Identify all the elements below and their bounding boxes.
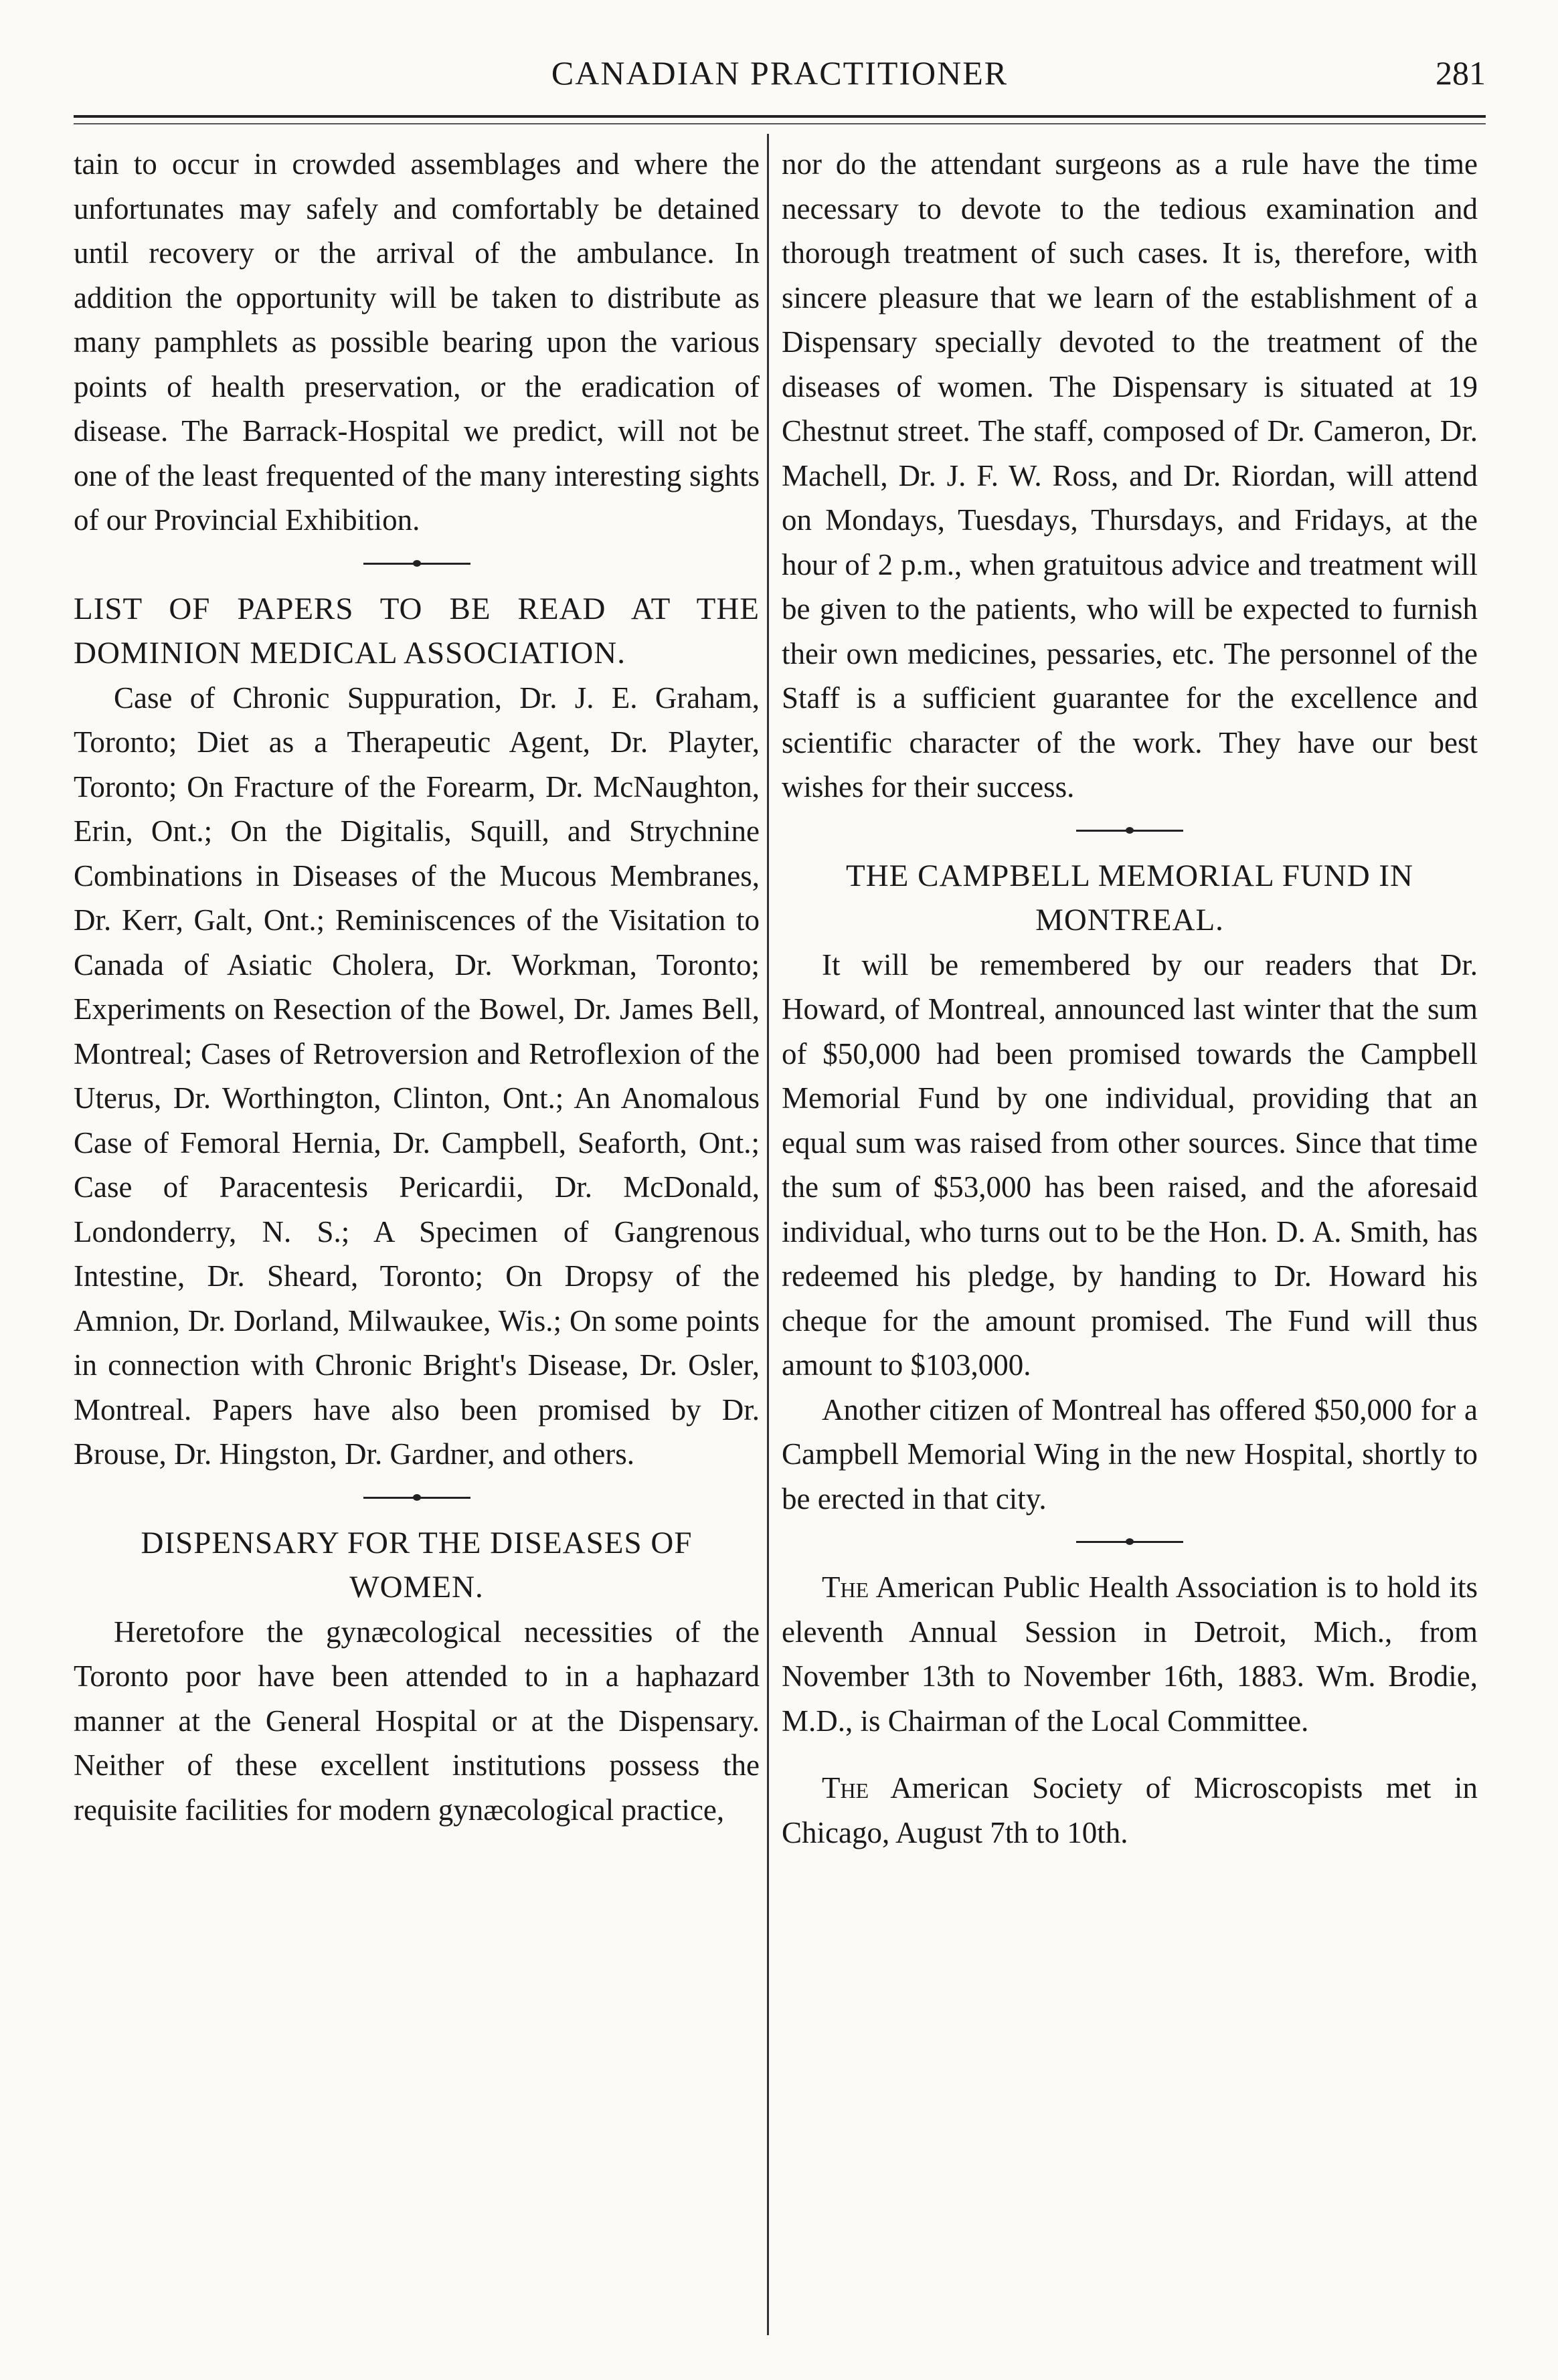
section-separator xyxy=(74,543,760,587)
running-head xyxy=(74,54,1486,114)
column-divider xyxy=(767,134,769,2335)
papers-list-paragraph: Case of Chronic Suppuration, Dr. J. E. Graham, Toronto; Diet as a Therapeutic Agent, Dr. Playter, Toronto; On Fracture of the Forearm, Dr. McNaughton, Erin, Ont.; On the Digitalis, Squill, and Strychnine Combinations in Diseases of the Mucous Membranes, Dr. Kerr, Galt, Ont.; Reminiscences of the Visitation to Canada of Asiatic Cholera, Dr. Workman, Toronto; Experiments on Resection of the Bowel, Dr. James Bell, Montreal; Cases of Retroversion and Retroflexion of the Uterus, Dr. Worthington, Clinton, Ont.; An Anomalous Case of Femoral Hernia, Dr. Campbell, Seaforth, Ont.; Case of Paracentesis Pericardii, Dr. McDonald, Londonderry, N. S.; A Specimen of Gangrenous Intestine, Dr. Sheard, Toronto; On Dropsy of the Amnion, Dr. Dorland, Milwaukee, Wis.; On some points in connection with Chronic Bright's Disease, Dr. Osler, Montreal. Papers have also been promised by Dr. Brouse, Dr. Hingston, Dr. Gardner, and others. xyxy=(74,680,760,1471)
heading-campbell-fund: THE CAMPBELL MEMORIAL FUND IN MONTREAL. xyxy=(845,858,1413,937)
microscopists-text: American Society of Microscopists met in Chicago, August 7th to 10th. xyxy=(782,1771,1478,1849)
right-column xyxy=(782,142,1478,1855)
dispensary-continuation: nor do the attendant surgeons as a rule have the time necessary to devote to the tedious examination and thorough treatment of such cases. It is, therefore, with sincere pleasure that we learn of the establishment of a Dispensary specially devoted to the treatment of the diseases of women. The Dispensary is situated at 19 Chestnut street. The staff, composed of Dr. Cameron, Dr. Machell, Dr. J. F. W. Ross, and Dr. Riordan, will attend on Mondays, Tuesdays, Thursdays, and Fridays, at the hour of 2 p.m., when gratuitous advice and treatment will be given to the patients, who will be expected to furnish their own medicines, pessaries, etc. The personnel of the Staff is a sufficient guarantee for the excellence and scientific character of the work. They have our best wishes for their success. xyxy=(782,147,1478,804)
left-column xyxy=(74,142,760,1832)
campbell-fund-paragraph: It will be remembered by our readers that Dr. Howard, of Montreal, announced last winter that the sum of $50,000 had been promised towards the Campbell Memorial Fund by one individual, providing that an equal sum was raised from other sources. Since that time the sum of $53,000 has been raised, and the aforesaid individual, who turns out to be the Hon. D. A. Smith, has redeemed his pledge, by handing to Dr. Howard his cheque for the amount promised. The Fund will thus amount to $103,000. xyxy=(782,947,1478,1382)
header-rule xyxy=(74,115,1486,118)
public-health-text: American Public Health Association is to hold its eleventh Annual Session in Detroit, Mich., from November 13th to November 16th, 1883. Wm. Brodie, M.D., is Chairman of the Local Committee. xyxy=(782,1570,1478,1738)
paragraph-gap xyxy=(782,1743,1478,1766)
section-separator xyxy=(74,1477,760,1521)
section-separator xyxy=(782,1521,1478,1565)
public-health-paragraph xyxy=(782,1565,1478,1743)
microscopists-paragraph xyxy=(782,1766,1478,1855)
lead-word: The xyxy=(822,1570,869,1604)
left-paragraph-continuation: tain to occur in crowded assemblages and where the unfortunates may safely and comfortably be detained until recovery or the arrival of the ambulance. In addition the opportunity will be taken to distribute as many pamphlets as possible bearing upon the various points of health preservation, or the eradication of disease. The Barrack-Hospital we predict, will not be one of the least frequented of the many interesting sights of our Provincial Exhibition. xyxy=(74,147,760,537)
header-rule-thin xyxy=(74,123,1486,124)
heading-list-of-papers: LIST OF PAPERS TO BE READ AT THE DOMINION MEDICAL ASSOCIATION. xyxy=(74,591,760,670)
lead-word: The xyxy=(822,1771,869,1805)
heading-dispensary: DISPENSARY FOR THE DISEASES OF WOMEN. xyxy=(141,1525,693,1605)
dispensary-paragraph: Heretofore the gynæcological necessities of the Toronto poor have been attended to in a haphazard manner at the General Hospital or at the Dispensary. Neither of these excellent institutions possess the requisite facilities for modern gynæcological practice, xyxy=(74,1615,760,1827)
running-title: CANADIAN PRACTITIONER xyxy=(551,54,1009,92)
campbell-wing-paragraph: Another citizen of Montreal has offered $50,000 for a Campbell Memorial Wing in the new Hospital, shortly to be erected in that city. xyxy=(782,1392,1478,1516)
page-number: 281 xyxy=(1436,54,1486,92)
section-separator xyxy=(782,810,1478,854)
